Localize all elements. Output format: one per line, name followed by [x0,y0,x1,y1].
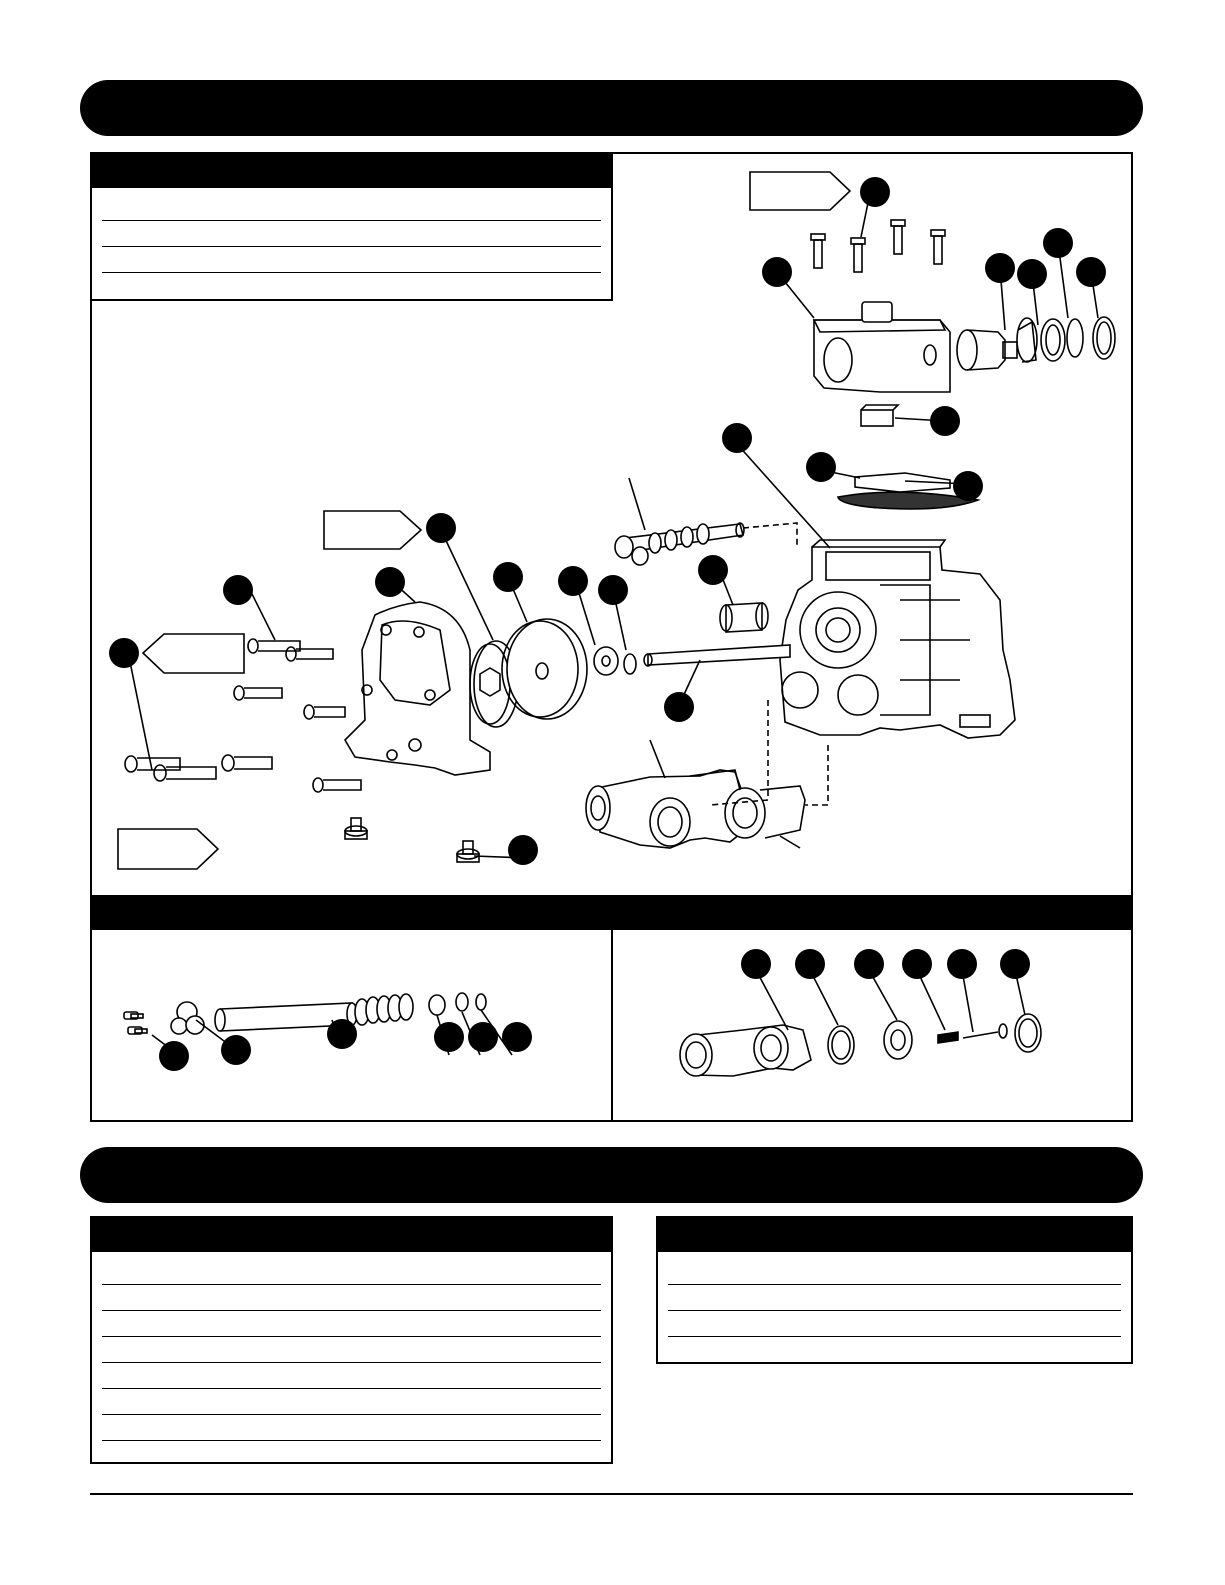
table-row-divider [102,1310,601,1311]
table-row-divider [102,1414,601,1415]
spool-subassembly-drawing [92,930,612,1120]
parts-table-bottom-right [656,1216,1133,1364]
table-row-divider [102,1336,601,1337]
table-row-divider [102,1362,601,1363]
table-row-divider [668,1284,1121,1285]
table-row-divider [102,1440,601,1441]
table-row-divider [102,1284,601,1285]
footer-rule [90,1493,1133,1495]
manifold-subassembly-drawing [613,930,1133,1120]
subassembly-header-strip [90,895,1133,930]
parts-table-bottom-left-header [92,1218,611,1252]
table-row-divider [668,1336,1121,1337]
parts-table-bottom-left [90,1216,613,1464]
table-row-divider [668,1310,1121,1311]
section-banner-bottom [80,1147,1143,1203]
parts-table-bottom-right-header [658,1218,1131,1252]
table-row-divider [102,1388,601,1389]
